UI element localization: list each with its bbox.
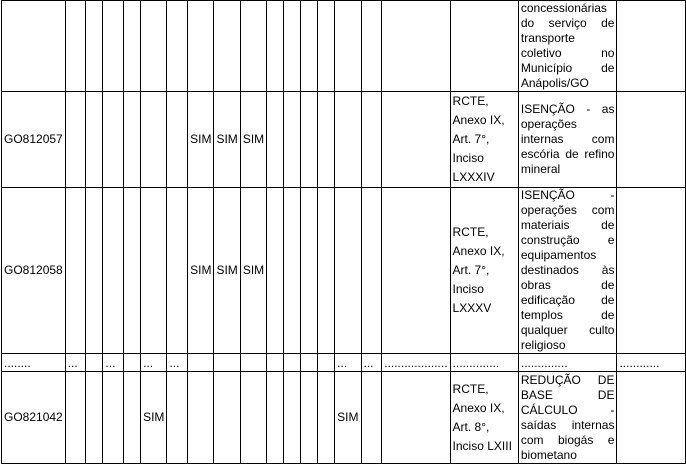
sim-cell: SIM — [240, 188, 266, 354]
description-cell: REDUÇÃO DE BASE DE CÁLCULO - saídas internas com biogás e biometano — [518, 372, 617, 464]
sim-cell: SIM — [335, 372, 361, 464]
code-cell — [2, 1, 66, 92]
sim-cell: SIM — [214, 188, 240, 354]
code-cell: GO812057 — [2, 92, 66, 188]
legal-basis-cell — [450, 1, 518, 92]
table-row — [2, 1, 686, 92]
sim-cell: SIM — [141, 372, 167, 464]
code-cell: GO812058 — [2, 188, 66, 354]
ellipsis-row: ........ ... ... ... ... ... ... ................... .............. .............. ............ — [2, 354, 686, 372]
sim-cell: SIM — [240, 92, 266, 188]
legal-basis-cell: RCTE, Anexo IX, Art. 7°, Inciso LXXXIV — [450, 92, 518, 188]
benefits-table — [1, 0, 686, 464]
description-cell: ISENÇÃO - operações com materiais de construção e equipamentos destinados às obras de edificação de templos de qualquer culto religioso — [518, 188, 617, 354]
sim-cell: SIM — [188, 188, 214, 354]
sim-cell: SIM — [188, 92, 214, 188]
sim-cell: SIM — [214, 92, 240, 188]
table-row — [2, 188, 686, 354]
legal-basis-cell: RCTE, Anexo IX, Art. 7°, Inciso LXXXV — [450, 188, 518, 354]
code-cell: GO821042 — [2, 372, 66, 464]
legal-basis-cell: RCTE, Anexo IX, Art. 8°, Inciso LXIII — [450, 372, 518, 464]
description-cell: ISENÇÃO - as operações internas com escória de refino mineral — [518, 92, 617, 188]
table-row — [2, 372, 686, 464]
table-row — [2, 92, 686, 188]
description-cell: concessionárias do serviço de transporte coletivo no Município de Anápolis/GO — [518, 1, 617, 92]
